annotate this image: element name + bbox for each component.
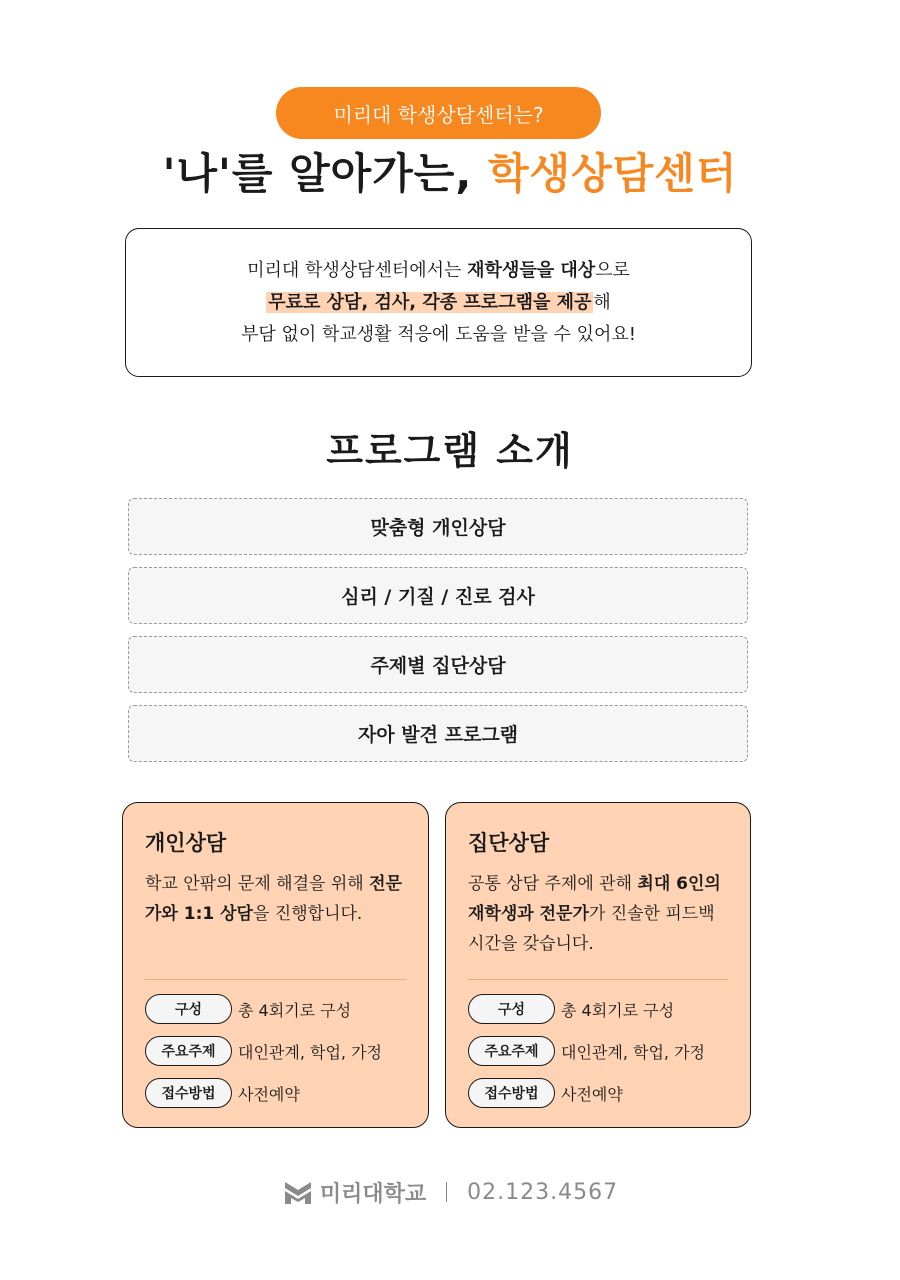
phone-number: 02.123.4567 (467, 1179, 619, 1205)
meta-value: 사전예약 (561, 1084, 623, 1104)
page-title-main: '나'를 알아가는, (162, 149, 488, 198)
intro-line-2-end: 해 (593, 291, 611, 313)
card-desc-text: 공통 상담 주제에 관해 (468, 874, 638, 894)
school-name: 미리대학교 (319, 1181, 427, 1207)
meta-value: 대인관계, 학업, 가정 (238, 1042, 382, 1062)
meta-value: 총 4회기로 구성 (561, 1000, 675, 1020)
card-title: 개인상담 (145, 831, 227, 855)
meta-row-registration (468, 1078, 728, 1108)
meta-tag: 주요주제 (145, 1036, 232, 1066)
programs-title: 프로그램 소개 (326, 429, 574, 473)
intro-pill-label: 미리대 학생상담센터는? (333, 102, 544, 127)
footer-divider (446, 1182, 447, 1202)
intro-line-3: 부담 없이 학교생활 적응에 도움을 받을 수 있어요! (240, 323, 637, 345)
meta-row-registration (145, 1078, 406, 1108)
intro-box (125, 228, 752, 377)
meta-row-composition (468, 994, 728, 1024)
program-list (128, 498, 748, 774)
meta-row-composition (145, 994, 406, 1024)
page-title-accent: 학생상담센터 (487, 149, 738, 198)
program-item-label: 자아 발견 프로그램 (357, 724, 519, 746)
card-divider (468, 979, 728, 980)
intro-line-2 (266, 287, 611, 319)
intro-line-1-text: 미리대 학생상담센터에서는 (247, 259, 468, 281)
program-item-counseling (128, 498, 748, 555)
intro-line-2-highlight: 무료로 상담, 검사, 각종 프로그램을 제공 (268, 291, 592, 313)
program-item-label: 주제별 집단상담 (370, 655, 506, 677)
footer (0, 1172, 900, 1212)
program-item-label: 심리 / 기질 / 진로 검사 (341, 586, 535, 608)
card-desc-end: 가 진솔한 피드백 시간을 갖습니다. (468, 904, 715, 954)
meta-tag: 구성 (145, 994, 232, 1024)
school-logo-icon (282, 1176, 314, 1208)
meta-tag: 접수방법 (468, 1078, 555, 1108)
program-item-group (128, 636, 748, 693)
card-group-counseling (445, 802, 751, 1128)
meta-tag: 접수방법 (145, 1078, 232, 1108)
card-desc-bold: 최대 6인의 재학생과 전문가 (468, 874, 721, 924)
program-item-self-discovery (128, 705, 748, 762)
card-description (145, 869, 406, 973)
card-desc-text: 학교 안팎의 문제 해결을 위해 (145, 874, 370, 894)
program-item-label: 맞춤형 개인상담 (370, 517, 506, 539)
meta-value: 대인관계, 학업, 가정 (561, 1042, 705, 1062)
meta-row-topics (468, 1036, 728, 1066)
card-individual-counseling (122, 802, 429, 1128)
program-item-tests (128, 567, 748, 624)
card-desc-bold: 전문가와 1:1 상담 (145, 874, 402, 924)
meta-row-topics (145, 1036, 406, 1066)
intro-line-1-bold: 재학생들을 대상 (467, 259, 596, 281)
intro-line-1-end: 으로 (595, 259, 630, 281)
meta-tag: 구성 (468, 994, 555, 1024)
card-divider (145, 979, 406, 980)
page-title (0, 146, 900, 202)
meta-value: 총 4회기로 구성 (238, 1000, 352, 1020)
card-desc-end: 을 진행합니다. (252, 904, 363, 924)
card-title: 집단상담 (468, 831, 550, 855)
intro-pill (276, 87, 601, 139)
card-description (468, 869, 728, 973)
intro-line-1 (247, 255, 630, 287)
meta-value: 사전예약 (238, 1084, 300, 1104)
meta-tag: 주요주제 (468, 1036, 555, 1066)
